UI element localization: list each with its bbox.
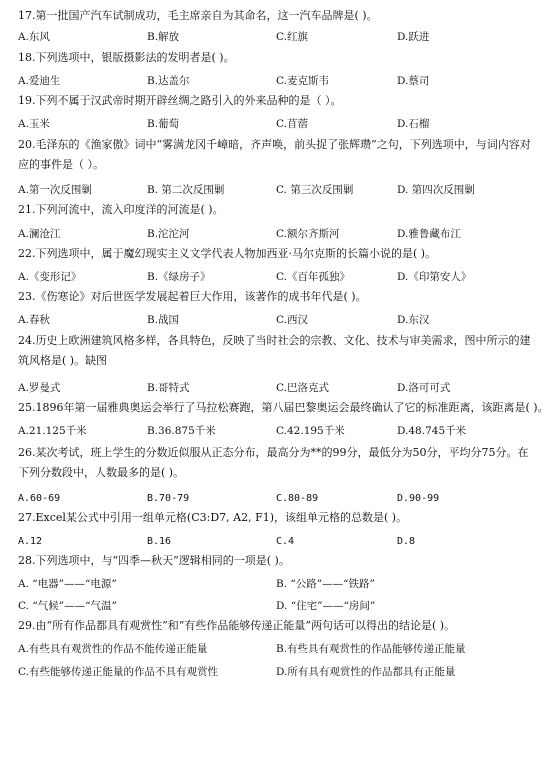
question-27-stem: 27.Excel某公式中引用一组单元格(C3:D7, A2, F1)，该组单元格的总数是( )。 <box>18 511 408 524</box>
question-18-option-b: B.达盖尔 <box>147 75 190 87</box>
question-28-option-a: A. “电器”——“电源” <box>18 578 117 590</box>
question-19-option-c: C.苜蓿 <box>276 118 308 130</box>
question-24-stem: 24.历史上欧洲建筑风格多样，各具特色，反映了当时社会的宗教、文化、技术与审美需求，图中所示的建筑风格是( )。缺图 <box>18 334 531 367</box>
question-24-option-a: A.罗曼式 <box>18 382 61 394</box>
question-25-option-a: A.21.125千米 <box>18 425 87 437</box>
question-17-option-b: B.解放 <box>147 31 180 43</box>
question-23-option-c: C.西汉 <box>276 314 308 326</box>
question-22-stem: 22.下列选项中，属于魔幻现实主义文学代表人物加西亚·马尔克斯的长篇小说的是( )。 <box>18 247 437 260</box>
question-20-option-b: B. 第二次反围剿 <box>147 184 225 196</box>
question-23-option-b: B.战国 <box>147 314 180 326</box>
question-23-option-d: D.东汉 <box>397 314 430 326</box>
question-19-option-d: D.石榴 <box>397 118 430 130</box>
question-21-option-d: D.雅鲁藏布江 <box>397 228 461 240</box>
question-20-option-a: A.第一次反围剿 <box>18 184 92 196</box>
question-27-option-a: A.12 <box>18 536 43 547</box>
question-28-stem: 28.下列选项中，与“四季—秋天”逻辑相同的一项是( )。 <box>18 554 290 567</box>
question-24-option-c: C.巴洛克式 <box>276 382 329 394</box>
question-29-option-c: C.有些能够传递正能量的作品不具有观赏性 <box>18 666 218 678</box>
question-26-option-a: A.60-69 <box>18 493 61 504</box>
question-21-option-c: C.额尔齐斯河 <box>276 228 340 240</box>
question-23-stem: 23.《伤寒论》对后世医学发展起着巨大作用，该著作的成书年代是( )。 <box>18 290 367 303</box>
question-22-option-a: A.《变形记》 <box>18 271 82 283</box>
question-25-option-c: C.42.195千米 <box>276 425 345 437</box>
question-25-option-d: D.48.745千米 <box>397 425 467 437</box>
question-28-option-c: C. “气候”——“气温” <box>18 600 117 612</box>
question-28-option-b: B. “公路”——“铁路” <box>276 578 375 590</box>
question-29-option-b: B.有些具有观赏性的作品能够传递正能量 <box>276 643 466 655</box>
question-19-stem: 19.下列不属于汉武帝时期开辟丝绸之路引入的外来品种的是（ ）。 <box>18 94 342 107</box>
question-29-stem: 29.由“所有作品都具有观赏性”和“有些作品能够传递正能量”两句话可以得出的结论是( )。 <box>18 619 456 632</box>
question-29-option-d: D.所有具有观赏性的作品都具有正能量 <box>276 666 456 678</box>
question-19-option-a: A.玉米 <box>18 118 50 130</box>
question-26-stem: 26.某次考试，班上学生的分数近似服从正态分布，最高分为**的99分，最低分为50分，平均分75分。在下列分数段中，人数最多的是( )。 <box>18 446 529 479</box>
question-20-option-c: C. 第三次反围剿 <box>276 184 354 196</box>
question-22-option-d: D.《印第安人》 <box>397 271 472 283</box>
question-27-option-c: C.4 <box>276 536 295 547</box>
question-22-option-b: B.《绿房子》 <box>147 271 211 283</box>
question-18-option-a: A.爱迪生 <box>18 75 61 87</box>
question-17-option-a: A.东风 <box>18 31 50 43</box>
question-17-option-d: D.跃进 <box>397 31 430 43</box>
question-17-stem: 17.第一批国产汽车试制成功，毛主席亲自为其命名，这一汽车品牌是( )。 <box>18 9 378 22</box>
question-21-stem: 21.下列河流中，流入印度洋的河流是( )。 <box>18 203 224 216</box>
question-19-option-b: B.葡萄 <box>147 118 180 130</box>
question-25-stem: 25.1896年第一届雅典奥运会举行了马拉松赛跑，第八届巴黎奥运会最终确认了它的标准距离，该距离是( )。 <box>18 401 549 414</box>
question-18-option-d: D.蔡司 <box>397 75 430 87</box>
question-28-option-d: D. “住宅”——“房间” <box>276 600 376 612</box>
question-23-option-a: A.春秋 <box>18 314 50 326</box>
question-21-option-b: B.沱沱河 <box>147 228 190 240</box>
question-26-option-b: B.70-79 <box>147 493 190 504</box>
question-17-option-c: C.红旗 <box>276 31 308 43</box>
question-21-option-a: A.澜沧江 <box>18 228 61 240</box>
question-24-option-d: D.洛可可式 <box>397 382 451 394</box>
question-29-option-a: A.有些具有观赏性的作品不能传递正能量 <box>18 643 208 655</box>
question-27-option-b: B.16 <box>147 536 172 547</box>
question-22-option-c: C.《百年孤独》 <box>276 271 350 283</box>
question-25-option-b: B.36.875千米 <box>147 425 216 437</box>
question-18-option-c: C.麦克斯韦 <box>276 75 329 87</box>
question-20-stem: 20.毛泽东的《渔家傲》词中“雾满龙冈千嶂暗，齐声唤，前头捉了张辉瓒”之句，下列选项中，与词内容对应的事件是（ ）。 <box>18 138 531 171</box>
question-18-stem: 18.下列选项中，银版摄影法的发明者是( )。 <box>18 51 235 64</box>
question-20-option-d: D. 第四次反围剿 <box>397 184 475 196</box>
question-26-option-d: D.90-99 <box>397 493 440 504</box>
question-26-option-c: C.80-89 <box>276 493 319 504</box>
question-24-option-b: B.哥特式 <box>147 382 190 394</box>
question-27-option-d: D.8 <box>397 536 416 547</box>
